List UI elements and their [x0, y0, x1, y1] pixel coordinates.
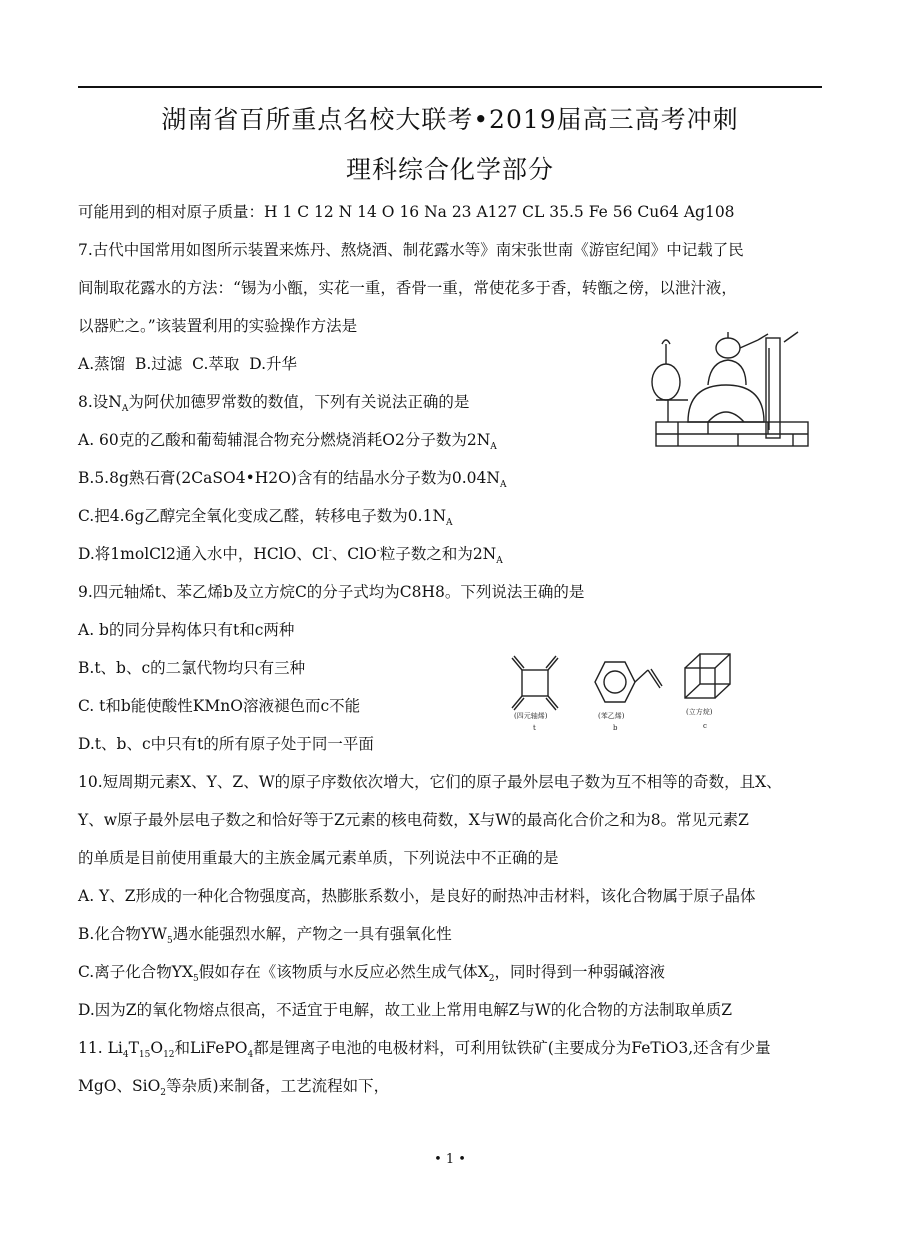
q11-text-1: 11. Li	[78, 1039, 123, 1057]
q8-option-b-subscript: A	[499, 480, 507, 491]
q8-stem-text: 8.设N	[78, 393, 122, 411]
q10-stem-line1: 10.短周期元素X、Y、Z、W的原子序数依次增大，它们的原子最外层电子数为互不相等的奇数，且X、	[78, 773, 782, 791]
q7-stem-line2: 间制取花露水的方法：“锡为小甑，实花一重，香骨一重，常使花多于香，转甑之傍，以泄汁液，	[78, 279, 737, 297]
q10-option-c-subscript2: 2	[488, 974, 495, 985]
q10-option-b-subscript: 5	[166, 936, 173, 947]
label-tetramethylenecyclobutane: (四元轴烯)	[514, 712, 548, 720]
q11-text-2: T	[128, 1039, 139, 1057]
label-cubane: (立方烷)	[686, 708, 713, 716]
q7-options: A.蒸馏 B.过滤 C.萃取 D.升华	[78, 355, 298, 373]
q8-option-a-subscript: A	[490, 442, 497, 453]
q10-option-c-subscript: 5	[193, 974, 199, 985]
q11-text-5: 都是锂离子电池的电极材料，可利用钛铁矿(主要成分为FeTiO3,还含有少量	[253, 1039, 771, 1057]
q8-option-b	[78, 466, 506, 490]
q10-option-b-text: B.化合物YW	[78, 925, 167, 943]
q10-option-d: D.因为Z的氧化物熔点很高，不适宜于电解，故工业上常用电解Z与W的化合物的方法制取单质Z	[78, 1001, 733, 1019]
q11-line2-sub: 2	[160, 1088, 167, 1099]
tetramethylenecyclobutane-structure	[512, 656, 558, 710]
molecule-structures-figure	[500, 640, 750, 740]
q8-option-d-sup2: -	[376, 545, 380, 556]
q8-option-d-text2: 、ClO	[331, 545, 377, 563]
letter-t: t	[533, 724, 536, 732]
atomic-masses: 可能用到的相对原子质量：H 1 C 12 N 14 O 16 Na 23 A127 CL 35.5 Fe 56 Cu64 Ag108	[78, 203, 735, 221]
distillation-apparatus-illustration	[648, 330, 818, 450]
q11-sub-3: 12	[163, 1050, 175, 1061]
letter-c: c	[703, 722, 707, 730]
q11-sub-4: 4	[247, 1050, 254, 1061]
q8-option-d	[78, 542, 503, 566]
q10-option-c-text: C.离子化合物YX	[78, 963, 194, 981]
page-title: 湖南省百所重点名校大联考•2019届高三高考冲刺	[161, 105, 739, 134]
q10-stem-line3: 的单质是目前使用重最大的主族金属元素单质，下列说法中不正确的是	[78, 849, 559, 867]
q10-option-a: A. Y、Z形成的一种化合物强度高，热膨胀系数小，是良好的耐热冲击材料，该化合物属于原子晶体	[78, 887, 756, 905]
q10-option-b	[78, 922, 452, 946]
q11-text-3: O	[150, 1039, 164, 1057]
q10-stem-line2: Y、w原子最外层电子数之和恰好等于Z元素的核电荷数，X与W的最高化合价之和为8。常见元素Z	[78, 811, 749, 829]
q8-option-a	[78, 428, 497, 452]
q11-text-4: 和LiFePO	[174, 1039, 248, 1057]
q10-option-c-mid: 假如存在《该物质与水反应必然生成气体X	[198, 963, 489, 981]
q8-option-a-text: A. 60克的乙酸和葡萄辅混合物充分燃烧消耗O2分子数为2N	[78, 431, 491, 449]
page-number: • 1 •	[434, 1152, 466, 1167]
cubane-structure	[685, 654, 730, 698]
q8-stem	[78, 390, 469, 414]
q11-sub-2: 15	[138, 1050, 151, 1061]
q10-option-b-rest: 遇水能强烈水解，产物之一具有强氧化性	[172, 925, 452, 943]
q11-line2-rest: 等杂质)来制备，工艺流程如下，	[166, 1077, 390, 1095]
q10-option-c	[78, 960, 665, 984]
q9-option-b: B.t、b、c的二氯代物均只有三种	[78, 659, 306, 677]
styrene-structure	[595, 662, 662, 702]
q7-stem-line1: 7.古代中国常用如图所示装置来炼丹、熬烧酒、制花露水等》南宋张世南《游宦纪闻》中记载了民	[78, 241, 744, 259]
q8-option-c-text: C.把4.6g乙醇完全氧化变成乙醛，转移电子数为0.1N	[78, 507, 447, 525]
q8-option-d-subscript: A	[496, 556, 503, 567]
q9-option-d: D.t、b、c中只有t的所有原子处于同一平面	[78, 735, 374, 753]
q8-stem-subscript: A	[121, 404, 129, 415]
top-rule	[78, 86, 822, 88]
label-styrene: (苯乙烯)	[598, 712, 625, 720]
q11-stem-line2	[78, 1074, 389, 1098]
letter-b: b	[613, 724, 618, 732]
q8-option-c	[78, 504, 453, 528]
q9-option-c: C. t和b能使酸性KMnO溶液褪色而c不能	[78, 697, 361, 715]
q8-stem-text-rest: 为阿伏加德罗常数的数值，下列有关说法正确的是	[128, 393, 470, 411]
q10-option-c-rest: ，同时得到一种弱碱溶液	[494, 963, 666, 981]
q7-stem-line3: 以器贮之。”该装置利用的实验操作方法是	[78, 317, 358, 335]
q11-sub-1: 4	[122, 1050, 129, 1061]
q11-line2-text: MgO、SiO	[78, 1077, 161, 1095]
q9-option-a: A. b的同分异构体只有t和c两种	[78, 621, 295, 639]
q8-option-c-subscript: A	[446, 518, 453, 529]
q8-option-b-text: B.5.8g熟石膏(2CaSO4•H2O)含有的结晶水分子数为0.04N	[78, 469, 500, 487]
q8-option-d-text1: D.将1molCl2通入水中，HClO、Cl	[78, 545, 329, 563]
q9-stem: 9.四元轴烯t、苯乙烯b及立方烷C的分子式均为C8H8。下列说法王确的是	[78, 583, 585, 601]
q8-option-d-sup1: -	[328, 545, 332, 556]
page-subtitle: 理科综合化学部分	[345, 155, 554, 184]
q11-stem-line1	[78, 1036, 771, 1060]
q8-option-d-text3: 粒子数之和为2N	[379, 545, 497, 563]
